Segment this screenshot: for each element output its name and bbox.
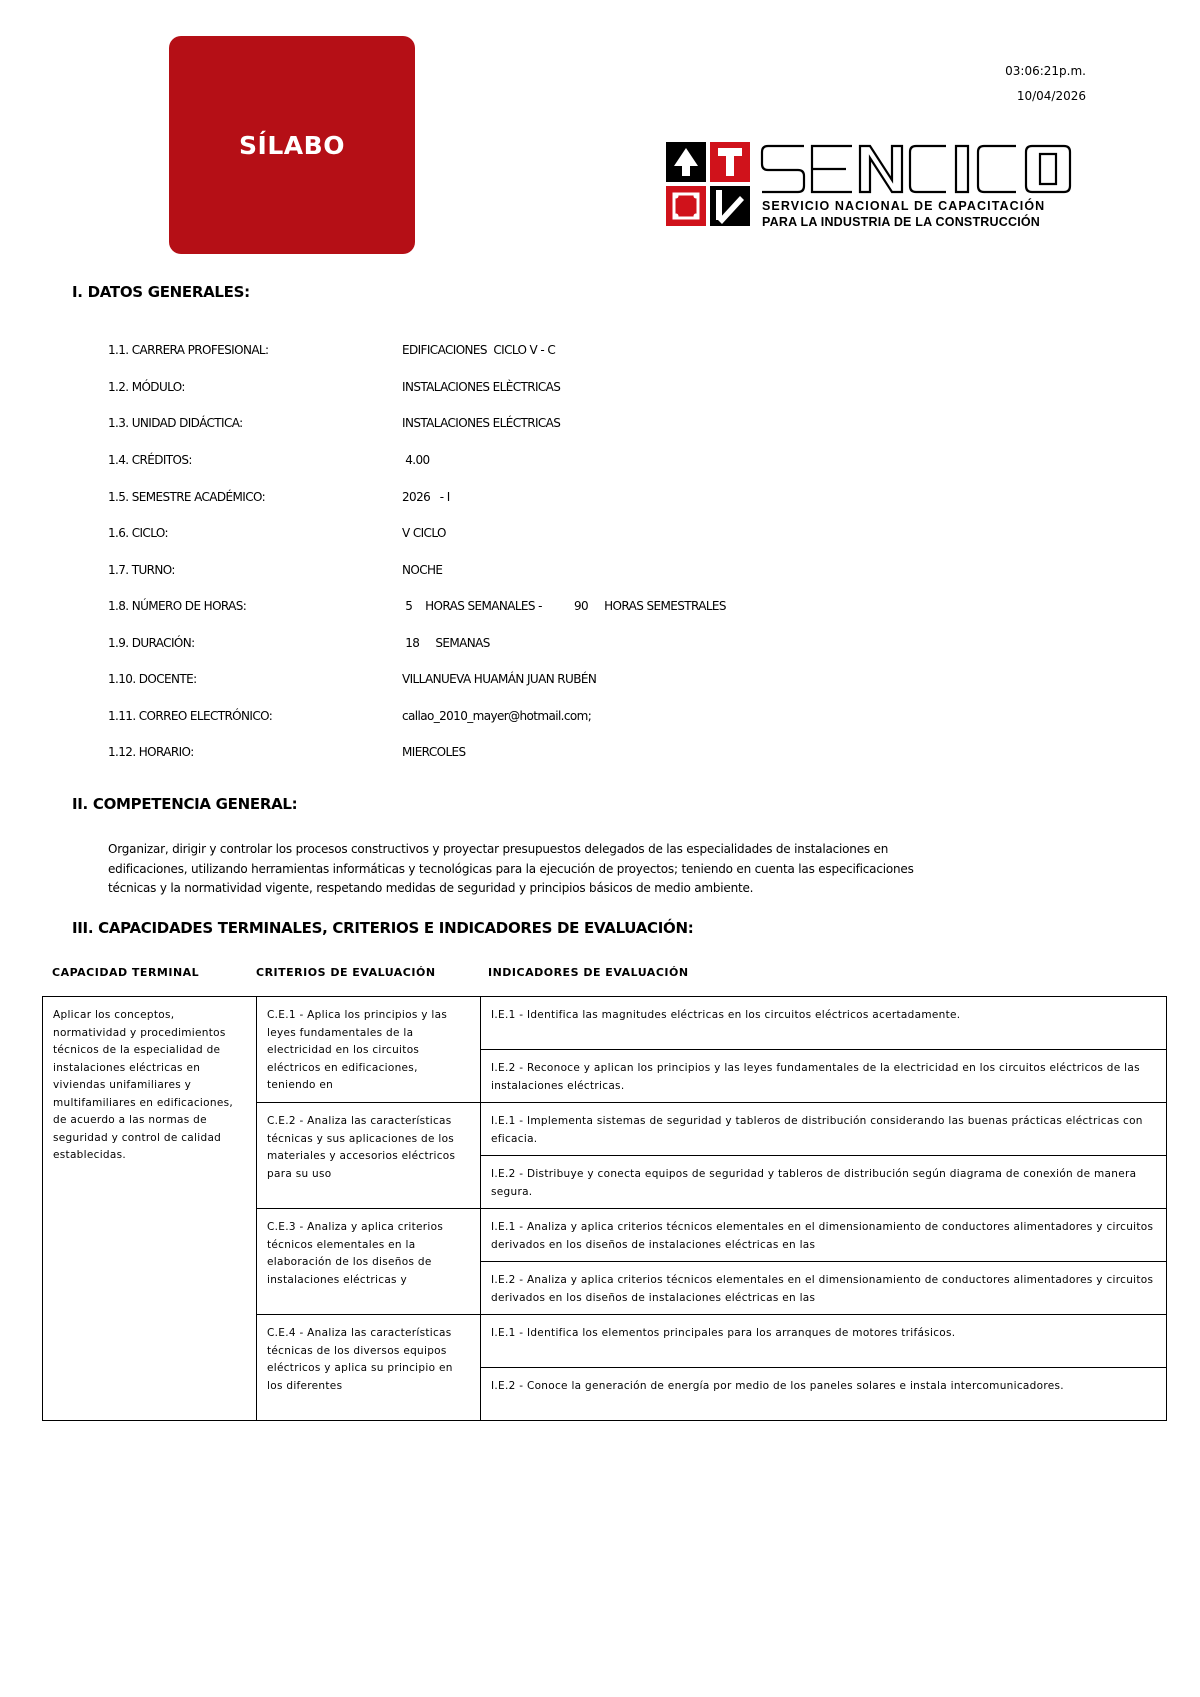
field-value-turno: NOCHE — [402, 563, 443, 577]
criteria-cell — [257, 1103, 481, 1209]
field-value-creditos: 4.00 — [402, 453, 430, 467]
print-timestamp — [1005, 59, 1086, 109]
col-header-criterios: CRITERIOS DE EVALUACIÓN — [256, 966, 436, 979]
capacidades-table — [42, 996, 1167, 1421]
field-label-horario: 1.12. HORARIO: — [108, 745, 194, 759]
col-header-indicadores: INDICADORES DE EVALUACIÓN — [488, 966, 689, 979]
field-label-horas: 1.8. NÚMERO DE HORAS: — [108, 599, 247, 613]
logo-line1: SERVICIO NACIONAL DE CAPACITACIÓN — [762, 199, 1046, 213]
indicator-text: I.E.1 - Identifica las magnitudes eléctricas en los circuitos eléctricos acertadamente. — [491, 1009, 961, 1021]
field-value-correo: callao_2010_mayer@hotmail.com; — [402, 709, 592, 723]
indicator-cell — [481, 1050, 1167, 1103]
section-competencia-title: II. COMPETENCIA GENERAL: — [72, 795, 298, 813]
criteria-cell — [257, 997, 481, 1103]
indicator-text: I.E.2 - Distribuye y conecta equipos de seguridad y tableros de distribución según diagrama de conexión de manera segura. — [491, 1168, 1137, 1198]
field-value-horario: MIERCOLES — [402, 745, 466, 759]
field-value-horas: 5 HORAS SEMANALES - 90 HORAS SEMESTRALES — [402, 599, 726, 613]
indicator-cell — [481, 997, 1167, 1050]
indicator-cell — [481, 1209, 1167, 1262]
criteria-text: C.E.3 - Analiza y aplica criterios técnicos elementales en la elaboración de los diseños de instalaciones eléctricas y — [267, 1221, 444, 1286]
field-label-duracion: 1.9. DURACIÓN: — [108, 636, 195, 650]
criteria-text: C.E.2 - Analiza las características técnicas y sus aplicaciones de los materiales y accesorios eléctricos para su uso — [267, 1115, 456, 1180]
field-value-ciclo: V CICLO — [402, 526, 446, 540]
field-value-carrera: EDIFICACIONES CICLO V - C — [402, 343, 556, 357]
field-label-modulo: 1.2. MÓDULO: — [108, 380, 185, 394]
badge-title: SÍLABO — [239, 130, 345, 160]
silabo-badge — [169, 36, 415, 254]
field-value-modulo: INSTALACIONES ELÈCTRICAS — [402, 380, 561, 394]
section-datos-generales-title: I. DATOS GENERALES: — [72, 283, 250, 301]
print-time: 03:06:21p.m. — [1005, 64, 1086, 78]
field-label-unidad: 1.3. UNIDAD DIDÁCTICA: — [108, 416, 243, 430]
col-header-capacidad: CAPACIDAD TERMINAL — [52, 966, 200, 979]
print-date: 10/04/2026 — [1016, 89, 1086, 103]
field-label-ciclo: 1.6. CICLO: — [108, 526, 168, 540]
indicator-text: I.E.1 - Analiza y aplica criterios técnicos elementales en el dimensionamiento de conductores alimentadores y circuitos derivados en los diseños de instalaciones eléctricas en las — [491, 1221, 1154, 1251]
indicator-text: I.E.1 - Identifica los elementos principales para los arranques de motores trifásicos. — [491, 1327, 956, 1339]
indicator-cell — [481, 1368, 1167, 1421]
indicator-cell — [481, 1103, 1167, 1156]
field-value-duracion: 18 SEMANAS — [402, 636, 490, 650]
field-label-carrera: 1.1. CARRERA PROFESIONAL: — [108, 343, 269, 357]
field-value-unidad: INSTALACIONES ELÉCTRICAS — [402, 416, 561, 430]
field-value-docente: VILLANUEVA HUAMÁN JUAN RUBÉN — [402, 672, 597, 686]
competencia-text: Organizar, dirigir y controlar los procesos constructivos y proyectar presupuestos delegados de las especialidades de instalaciones en edificaciones, utilizando herramientas informáticas y tecnológicas para la ejecución de proyectos; teniendo en cuenta las especificaciones técnicas y la normatividad vigente, respetando medidas de seguridad y principios básicos de medio ambiente. — [108, 842, 914, 895]
indicator-cell — [481, 1315, 1167, 1368]
indicator-text: I.E.2 - Analiza y aplica criterios técnicos elementales en el dimensionamiento de conductores alimentadores y circuitos derivados en los diseños de instalaciones eléctricas en las — [491, 1274, 1154, 1304]
criteria-text: C.E.1 - Aplica los principios y las leyes fundamentales de la electricidad en los circuitos eléctricos en edificaciones, teniendo en — [267, 1009, 448, 1091]
indicator-cell — [481, 1156, 1167, 1209]
capacity-text: Aplicar los conceptos, normatividad y procedimientos técnicos de la especialidad de instalaciones eléctricas en viviendas unifamiliares y multifamiliares en edificaciones, de acuerdo a las normas de seguridad y control de calidad establecidas. — [53, 1009, 233, 1161]
criteria-cell — [257, 1315, 481, 1421]
indicator-text: I.E.2 - Conoce la generación de energía por medio de los paneles solares e instala intercomunicadores. — [491, 1380, 1064, 1392]
criteria-text: C.E.4 - Analiza las características técnicas de los diversos equipos eléctricos y aplica su principio en los diferentes — [267, 1327, 453, 1392]
field-label-docente: 1.10. DOCENTE: — [108, 672, 197, 686]
table-row — [43, 997, 1167, 1050]
indicator-cell — [481, 1262, 1167, 1315]
sencico-logo — [664, 140, 1090, 236]
indicator-text: I.E.1 - Implementa sistemas de seguridad y tableros de distribución considerando las buenas prácticas eléctricas con eficacia. — [491, 1115, 1143, 1145]
criteria-cell — [257, 1209, 481, 1315]
field-value-semestre: 2026 - I — [402, 490, 450, 504]
field-label-turno: 1.7. TURNO: — [108, 563, 175, 577]
logo-line2: PARA LA INDUSTRIA DE LA CONSTRUCCIÓN — [762, 215, 1041, 229]
field-label-correo: 1.11. CORREO ELECTRÓNICO: — [108, 709, 273, 723]
field-label-creditos: 1.4. CRÉDITOS: — [108, 453, 192, 467]
section-capacidades-title: III. CAPACIDADES TERMINALES, CRITERIOS E INDICADORES DE EVALUACIÓN: — [72, 919, 694, 937]
capacity-cell — [43, 997, 257, 1421]
field-label-semestre: 1.5. SEMESTRE ACADÉMICO: — [108, 490, 266, 504]
indicator-text: I.E.2 - Reconoce y aplican los principios y las leyes fundamentales de la electricidad en los circuitos eléctricos de las instalaciones eléctricas. — [491, 1062, 1140, 1092]
